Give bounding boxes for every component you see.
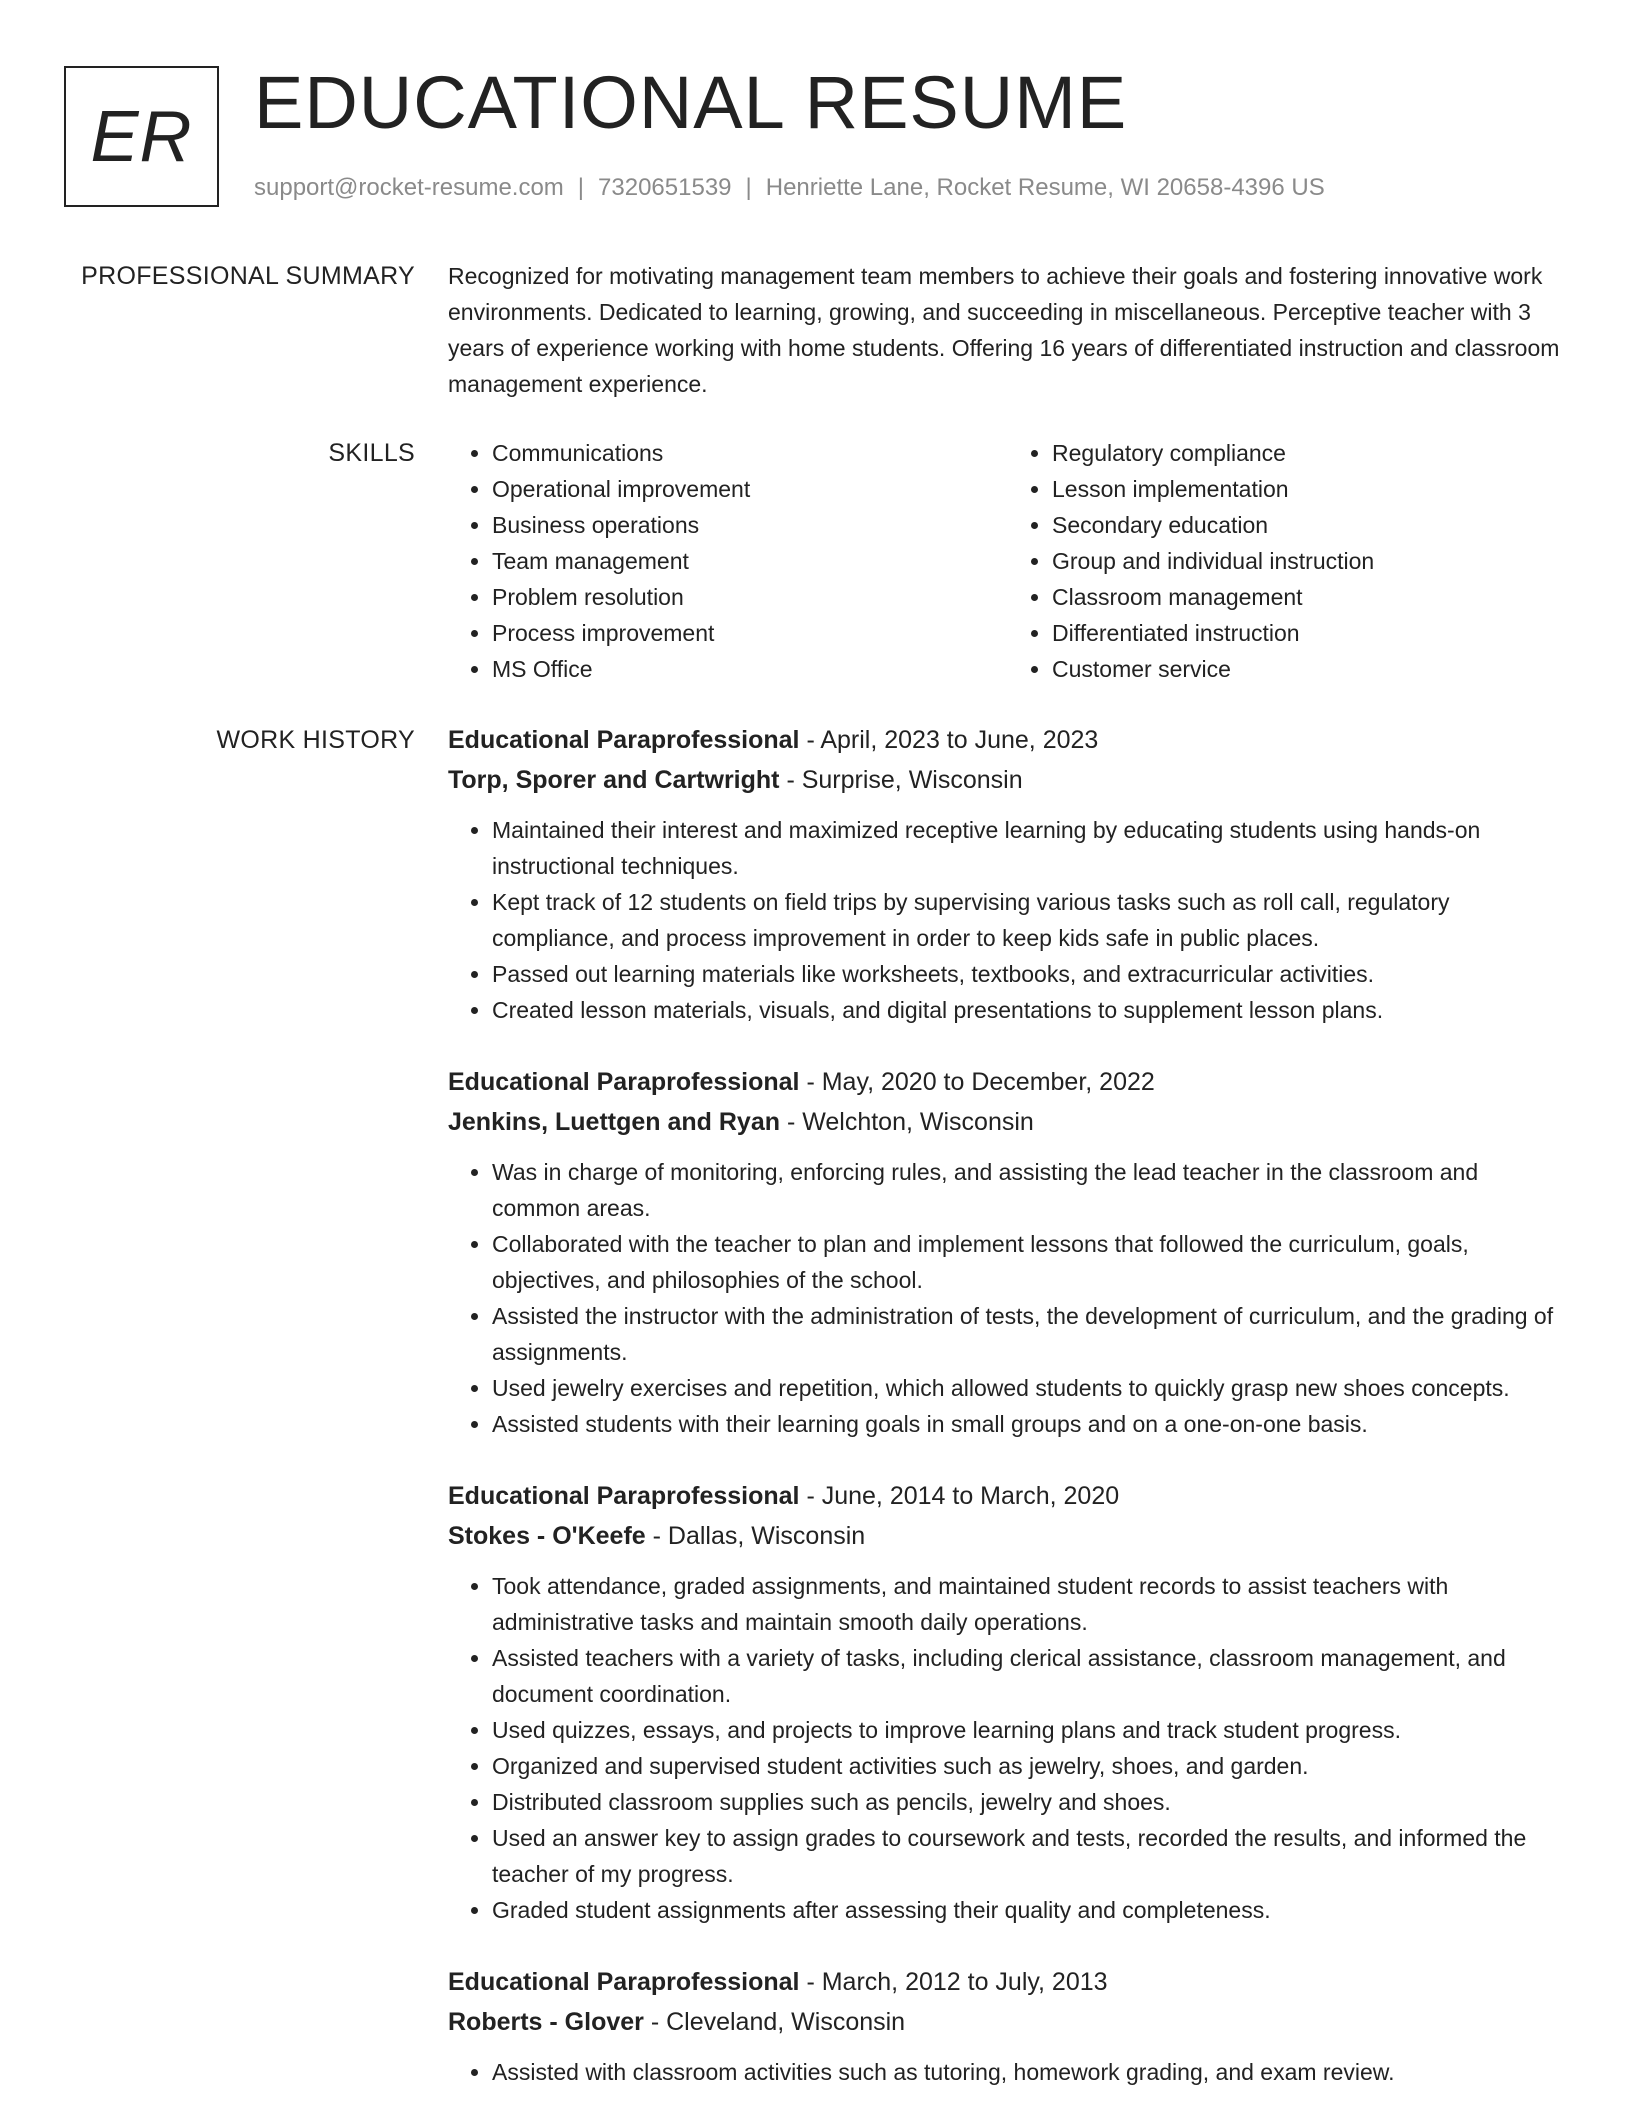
job-company: Torp, Sporer and Cartwright [448, 766, 780, 794]
job-company-line [448, 1516, 1568, 1556]
skill-item: • Classroom management [1052, 579, 1568, 615]
job-bullet: • Maintained their interest and maximized receptive learning by educating students using hands-on instructional techniques. [492, 812, 1568, 884]
work-history-body [448, 720, 1568, 2112]
job-dates: - June, 2014 to March, 2020 [799, 1482, 1120, 1510]
job-location: - Surprise, Wisconsin [779, 766, 1023, 794]
job-dates: - April, 2023 to June, 2023 [799, 726, 1099, 754]
monogram-logo [64, 66, 219, 207]
skills-list-left [448, 435, 1008, 687]
job-title-line [448, 1476, 1568, 1516]
skills-heading: SKILLS [328, 439, 415, 467]
skill-item: • Team management [492, 543, 1008, 579]
job-entry [448, 1062, 1568, 1442]
skill-item: • Group and individual instruction [1052, 543, 1568, 579]
job-bullet: • Organized and supervised student activities such as jewelry, shoes, and garden. [492, 1748, 1568, 1784]
job-title-line [448, 1962, 1568, 2002]
job-bullet: • Assisted students with their learning goals in small groups and on a one-on-one basis. [492, 1406, 1568, 1442]
skill-item: • Regulatory compliance [1052, 435, 1568, 471]
contact-line [254, 174, 1325, 202]
job-bullet: • Passed out learning materials like worksheets, textbooks, and extracurricular activities. [492, 956, 1568, 992]
contact-separator: | [745, 174, 752, 201]
job-dates: - May, 2020 to December, 2022 [799, 1068, 1155, 1096]
work-history-heading: WORK HISTORY [216, 726, 415, 754]
job-bullet: • Kept track of 12 students on field trips by supervising various tasks such as roll call, regulatory compliance, and process improvement in order to keep kids safe in public places. [492, 884, 1568, 956]
job-bullet: • Graded student assignments after assessing their quality and completeness. [492, 1892, 1568, 1928]
skill-item: • Differentiated instruction [1052, 615, 1568, 651]
skill-item: • Secondary education [1052, 507, 1568, 543]
job-bullets [448, 812, 1568, 1028]
job-company: Roberts - Glover [448, 2008, 644, 2036]
job-bullets [448, 1154, 1568, 1442]
job-bullet: • Was in charge of monitoring, enforcing rules, and assisting the lead teacher in the classroom and common areas. [492, 1154, 1568, 1226]
job-company-line [448, 2002, 1568, 2042]
job-entry [448, 1962, 1568, 2090]
skill-item: • Communications [492, 435, 1008, 471]
job-title: Educational Paraprofessional [448, 1068, 800, 1096]
job-bullet: • Took attendance, graded assignments, and maintained student records to assist teachers with administrative tasks and maintain smooth daily operations. [492, 1568, 1568, 1640]
skill-item: • Problem resolution [492, 579, 1008, 615]
job-title: Educational Paraprofessional [448, 726, 800, 754]
skill-item: • Process improvement [492, 615, 1008, 651]
skill-item: • Business operations [492, 507, 1008, 543]
job-bullet: • Used quizzes, essays, and projects to improve learning plans and track student progress. [492, 1712, 1568, 1748]
resume-title: EDUCATIONAL RESUME [254, 61, 1128, 144]
contact-address: Henriette Lane, Rocket Resume, WI 20658-4396 US [765, 174, 1325, 201]
job-bullet: • Collaborated with the teacher to plan and implement lessons that followed the curriculum, goals, objectives, and philosophies of the school. [492, 1226, 1568, 1298]
job-bullets [448, 1568, 1568, 1928]
skills-body [448, 435, 1568, 687]
skills-list-right [1008, 435, 1568, 687]
job-location: - Cleveland, Wisconsin [643, 2008, 906, 2036]
job-bullet: • Assisted with classroom activities such as tutoring, homework grading, and exam review. [492, 2054, 1568, 2090]
job-bullet: • Used an answer key to assign grades to coursework and tests, recorded the results, and informed the teacher of my progress. [492, 1820, 1568, 1892]
job-company-line [448, 1102, 1568, 1142]
job-entry [448, 1476, 1568, 1928]
job-title-line [448, 720, 1568, 760]
job-title-line [448, 1062, 1568, 1102]
job-company: Stokes - O'Keefe [448, 1522, 646, 1550]
contact-email: support@rocket-resume.com [254, 174, 564, 201]
job-bullet: • Assisted the instructor with the administration of tests, the development of curriculum, and the grading of assignments. [492, 1298, 1568, 1370]
summary-heading: PROFESSIONAL SUMMARY [81, 262, 415, 290]
contact-separator: | [577, 174, 585, 201]
skill-item: • Lesson implementation [1052, 471, 1568, 507]
job-title: Educational Paraprofessional [448, 1482, 800, 1510]
summary-text: Recognized for motivating management team members to achieve their goals and fostering innovative work environments. Dedicated to learning, growing, and succeeding in miscellaneous. Perceptive teacher with 3 years of experience working with home students. Offering 16 years of differentiated instruction and classroom management experience. [448, 263, 1560, 397]
job-location: - Dallas, Wisconsin [645, 1522, 866, 1550]
job-company-line [448, 760, 1568, 800]
job-bullet: • Created lesson materials, visuals, and digital presentations to supplement lesson plans. [492, 992, 1568, 1028]
job-bullet: • Used jewelry exercises and repetition, which allowed students to quickly grasp new shoes concepts. [492, 1370, 1568, 1406]
job-bullet: • Assisted teachers with a variety of tasks, including clerical assistance, classroom management, and document coordination. [492, 1640, 1568, 1712]
skill-item: • MS Office [492, 651, 1008, 687]
job-entry [448, 720, 1568, 1028]
job-dates: - March, 2012 to July, 2013 [799, 1968, 1108, 1996]
job-company: Jenkins, Luettgen and Ryan [448, 1108, 781, 1136]
summary-body [448, 258, 1568, 402]
contact-phone: 7320651539 [598, 174, 732, 201]
job-location: - Welchton, Wisconsin [780, 1108, 1034, 1136]
skills-columns [448, 435, 1568, 687]
resume-header [64, 61, 1568, 216]
monogram-initials: ER [90, 96, 193, 177]
skill-item: • Customer service [1052, 651, 1568, 687]
skill-item: • Operational improvement [492, 471, 1008, 507]
job-bullets [448, 2054, 1568, 2090]
job-title: Educational Paraprofessional [448, 1968, 800, 1996]
job-bullet: • Distributed classroom supplies such as pencils, jewelry and shoes. [492, 1784, 1568, 1820]
